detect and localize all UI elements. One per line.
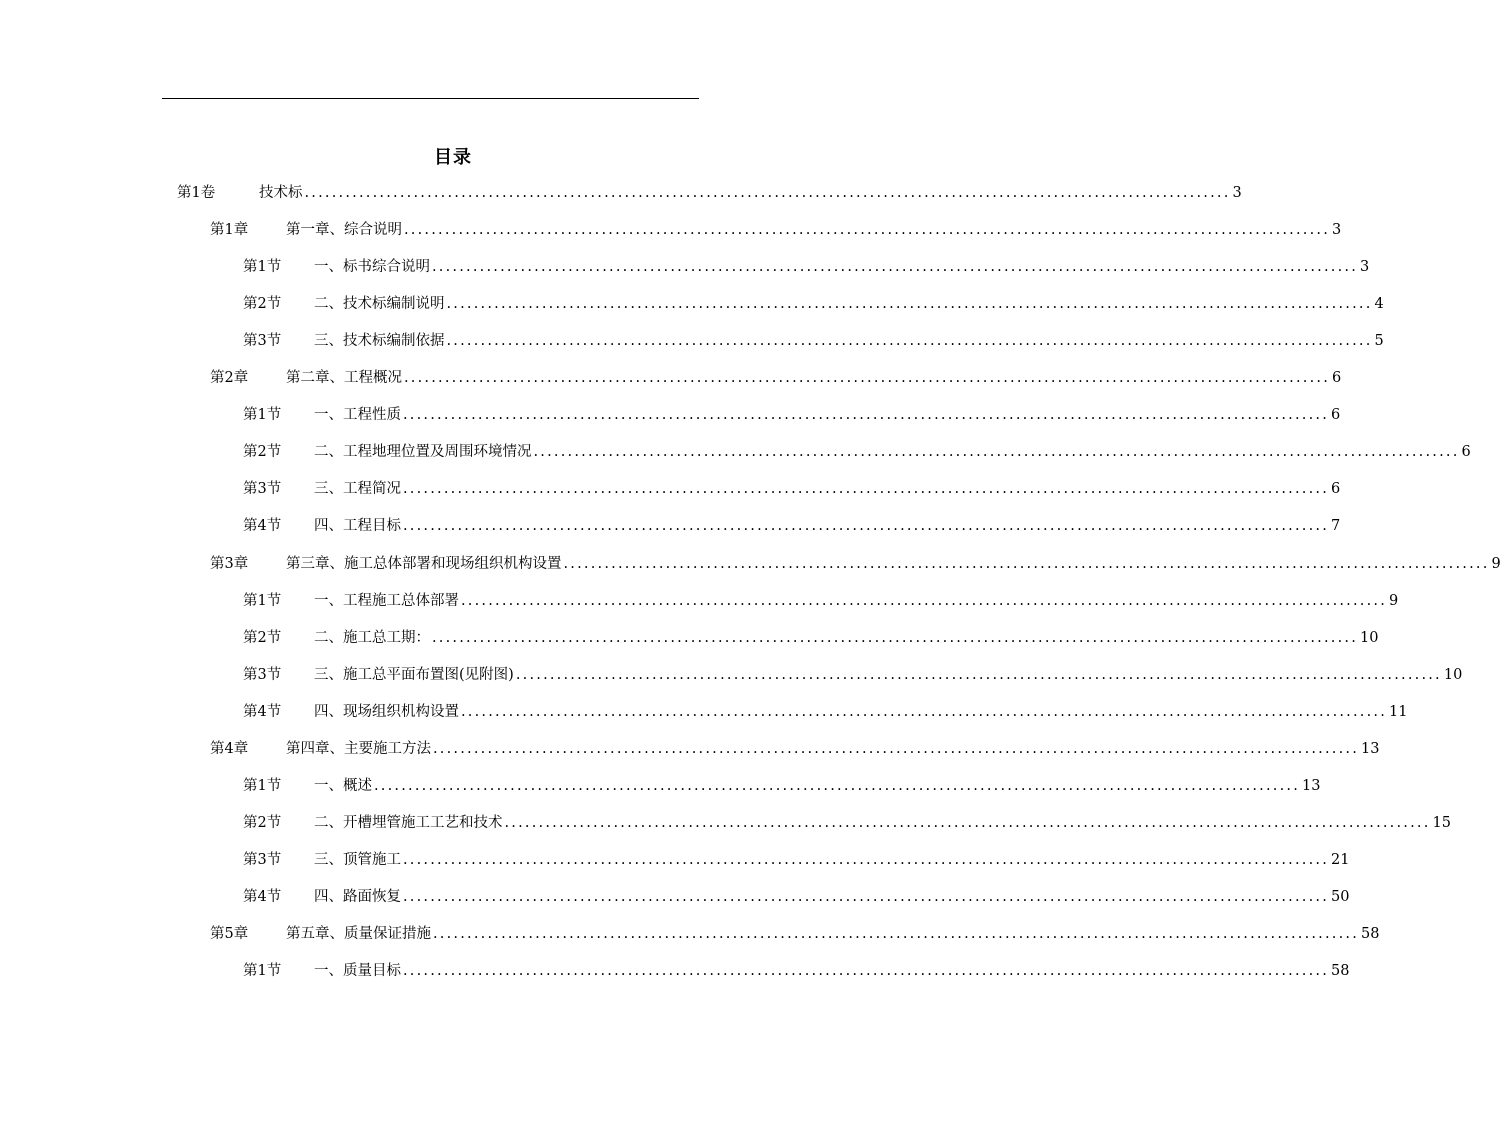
toc-dot-leader: ........................................................................................................................................ — [403, 407, 1330, 424]
toc-entry-page-number: 10 — [1360, 629, 1379, 646]
toc-entry[interactable] — [243, 254, 1370, 280]
toc-entry-title: 第五章、质量保证措施 — [286, 926, 431, 942]
toc-entry-number: 第2节 — [243, 444, 282, 461]
toc-entry[interactable] — [210, 736, 1380, 762]
toc-entry-page-number: 4 — [1374, 296, 1384, 313]
toc-entry-number: 第5章 — [210, 926, 249, 942]
toc-entry-number: 第3节 — [243, 851, 282, 868]
toc-entry[interactable] — [177, 180, 1242, 206]
toc-entry-page-number: 13 — [1302, 777, 1321, 794]
toc-entry-number: 第3章 — [210, 555, 249, 572]
toc-entry-number: 第2节 — [243, 296, 282, 313]
toc-title: 目录 — [434, 147, 472, 168]
toc-entry-page-number: 15 — [1432, 814, 1451, 831]
toc-entry[interactable] — [243, 847, 1350, 873]
toc-entry-title: 技术标 — [259, 185, 303, 201]
toc-entry-number: 第2节 — [243, 814, 282, 831]
toc-entry-title: 三、施工总平面布置图(见附图) — [314, 666, 514, 683]
toc-dot-leader: ........................................................................................................................................ — [433, 926, 1360, 942]
toc-entry-title: 四、现场组织机构设置 — [314, 703, 459, 720]
toc-entry-page-number: 3 — [1232, 185, 1242, 201]
toc-entry-page-number: 13 — [1361, 740, 1380, 757]
toc-entry-number: 第2章 — [210, 370, 249, 387]
header-rule — [162, 98, 699, 99]
toc-entry-number: 第2节 — [243, 629, 282, 646]
toc-entry[interactable] — [243, 625, 1379, 651]
toc-entry-title: 四、工程目标 — [314, 518, 401, 535]
toc-entry-page-number: 7 — [1331, 518, 1341, 535]
toc-entry-page-number: 21 — [1331, 851, 1350, 868]
toc-entry-title: 一、工程性质 — [314, 407, 401, 424]
toc-dot-leader: ........................................................................................................................................ — [461, 592, 1388, 609]
toc-entry-title: 四、路面恢复 — [314, 888, 401, 905]
toc-dot-leader: ........................................................................................................................................ — [403, 481, 1330, 498]
toc-entry[interactable] — [243, 291, 1384, 317]
toc-dot-leader: ........................................................................................................................................ — [304, 185, 1231, 201]
toc-dot-leader: ........................................................................................................................................ — [404, 370, 1331, 387]
toc-entry-number: 第1节 — [243, 259, 282, 276]
toc-entry-page-number: 3 — [1332, 222, 1342, 239]
toc-entry-page-number: 10 — [1443, 666, 1463, 683]
toc-entry-number: 第4节 — [243, 888, 282, 905]
toc-entry[interactable] — [243, 513, 1341, 539]
toc-entry[interactable] — [210, 365, 1342, 391]
toc-entry[interactable] — [243, 588, 1399, 614]
toc-dot-leader: ........................................................................................................................................ — [432, 629, 1359, 646]
toc-dot-leader: ........................................................................................................................................ — [533, 444, 1460, 461]
toc-entry-number: 第3节 — [243, 666, 282, 683]
toc-entry[interactable] — [210, 921, 1380, 947]
toc-entry-number: 第4章 — [210, 740, 249, 757]
toc-entry[interactable] — [210, 217, 1342, 243]
toc-entry-page-number: 9 — [1491, 555, 1501, 572]
toc-entry-number: 第1节 — [243, 407, 282, 424]
toc-entry-page-number: 5 — [1374, 333, 1384, 350]
toc-entry-page-number: 11 — [1389, 703, 1408, 720]
toc-entry-page-number: 6 — [1331, 407, 1341, 424]
toc-entry-page-number: 9 — [1389, 592, 1399, 609]
toc-entry-title: 三、技术标编制依据 — [314, 333, 445, 350]
toc-entry[interactable] — [243, 662, 1463, 688]
toc-entry-number: 第1节 — [243, 777, 282, 794]
toc-entry-page-number: 50 — [1331, 888, 1350, 905]
toc-dot-leader: ........................................................................................................................................ — [404, 222, 1331, 239]
toc-entry[interactable] — [243, 773, 1321, 799]
toc-entry[interactable] — [243, 810, 1451, 836]
toc-entry-title: 二、技术标编制说明 — [314, 296, 445, 313]
toc-entry-title: 二、开槽埋管施工工艺和技术 — [314, 814, 503, 831]
toc-dot-leader: ........................................................................................................................................ — [504, 814, 1431, 831]
toc-dot-leader: ........................................................................................................................................ — [403, 851, 1330, 868]
toc-entry-title: 一、工程施工总体部署 — [314, 592, 459, 609]
toc-entry-title: 一、概述 — [314, 777, 372, 794]
toc-entry-title: 第一章、综合说明 — [286, 222, 402, 239]
toc-dot-leader: ........................................................................................................................................ — [403, 888, 1330, 905]
toc-entry-page-number: 3 — [1360, 259, 1370, 276]
toc-entry[interactable] — [243, 699, 1408, 725]
toc-entry-title: 二、施工总工期： — [314, 629, 430, 646]
toc-dot-leader: ........................................................................................................................................ — [403, 963, 1330, 980]
toc-entry-page-number: 58 — [1331, 963, 1350, 980]
toc-entry-title: 第四章、主要施工方法 — [286, 740, 431, 757]
toc-dot-leader: ........................................................................................................................................ — [446, 333, 1373, 350]
toc-dot-leader: ........................................................................................................................................ — [515, 666, 1442, 683]
toc-entry-number: 第4节 — [243, 518, 282, 535]
toc-entry-title: 三、工程简况 — [314, 481, 401, 498]
toc-entry-number: 第1章 — [210, 222, 249, 239]
toc-entry[interactable] — [243, 402, 1341, 428]
toc-dot-leader: ........................................................................................................................................ — [432, 259, 1359, 276]
toc-entry[interactable] — [243, 328, 1384, 354]
toc-entry[interactable] — [243, 439, 1471, 465]
toc-entry[interactable] — [243, 476, 1341, 502]
toc-entry-title: 第三章、施工总体部署和现场组织机构设置 — [286, 555, 562, 572]
toc-entry-title: 一、标书综合说明 — [314, 259, 430, 276]
toc-entry-number: 第1卷 — [177, 185, 216, 201]
toc-entry-page-number: 6 — [1332, 370, 1342, 387]
toc-entry[interactable] — [243, 884, 1350, 910]
toc-entry-title: 二、工程地理位置及周围环境情况 — [314, 444, 532, 461]
toc-entry-title: 一、质量目标 — [314, 963, 401, 980]
toc-entry-number: 第1节 — [243, 592, 282, 609]
toc-entry-page-number: 6 — [1461, 444, 1471, 461]
toc-entry-page-number: 58 — [1361, 926, 1380, 942]
toc-dot-leader: ........................................................................................................................................ — [461, 703, 1388, 720]
toc-entry[interactable] — [210, 551, 1501, 577]
toc-entry-title: 三、顶管施工 — [314, 851, 401, 868]
toc-dot-leader: ........................................................................................................................................ — [433, 740, 1360, 757]
toc-dot-leader: ........................................................................................................................................ — [403, 518, 1330, 535]
toc-entry-number: 第3节 — [243, 481, 282, 498]
toc-entry[interactable] — [243, 958, 1350, 984]
toc-dot-leader: ........................................................................................................................................ — [446, 296, 1373, 313]
toc-entry-number: 第1节 — [243, 963, 282, 980]
toc-entry-number: 第3节 — [243, 333, 282, 350]
toc-dot-leader: ........................................................................................................................................ — [563, 555, 1490, 572]
toc-entry-number: 第4节 — [243, 703, 282, 720]
toc-entry-page-number: 6 — [1331, 481, 1341, 498]
toc-dot-leader: ........................................................................................................................................ — [374, 777, 1301, 794]
toc-entry-title: 第二章、工程概况 — [286, 370, 402, 387]
